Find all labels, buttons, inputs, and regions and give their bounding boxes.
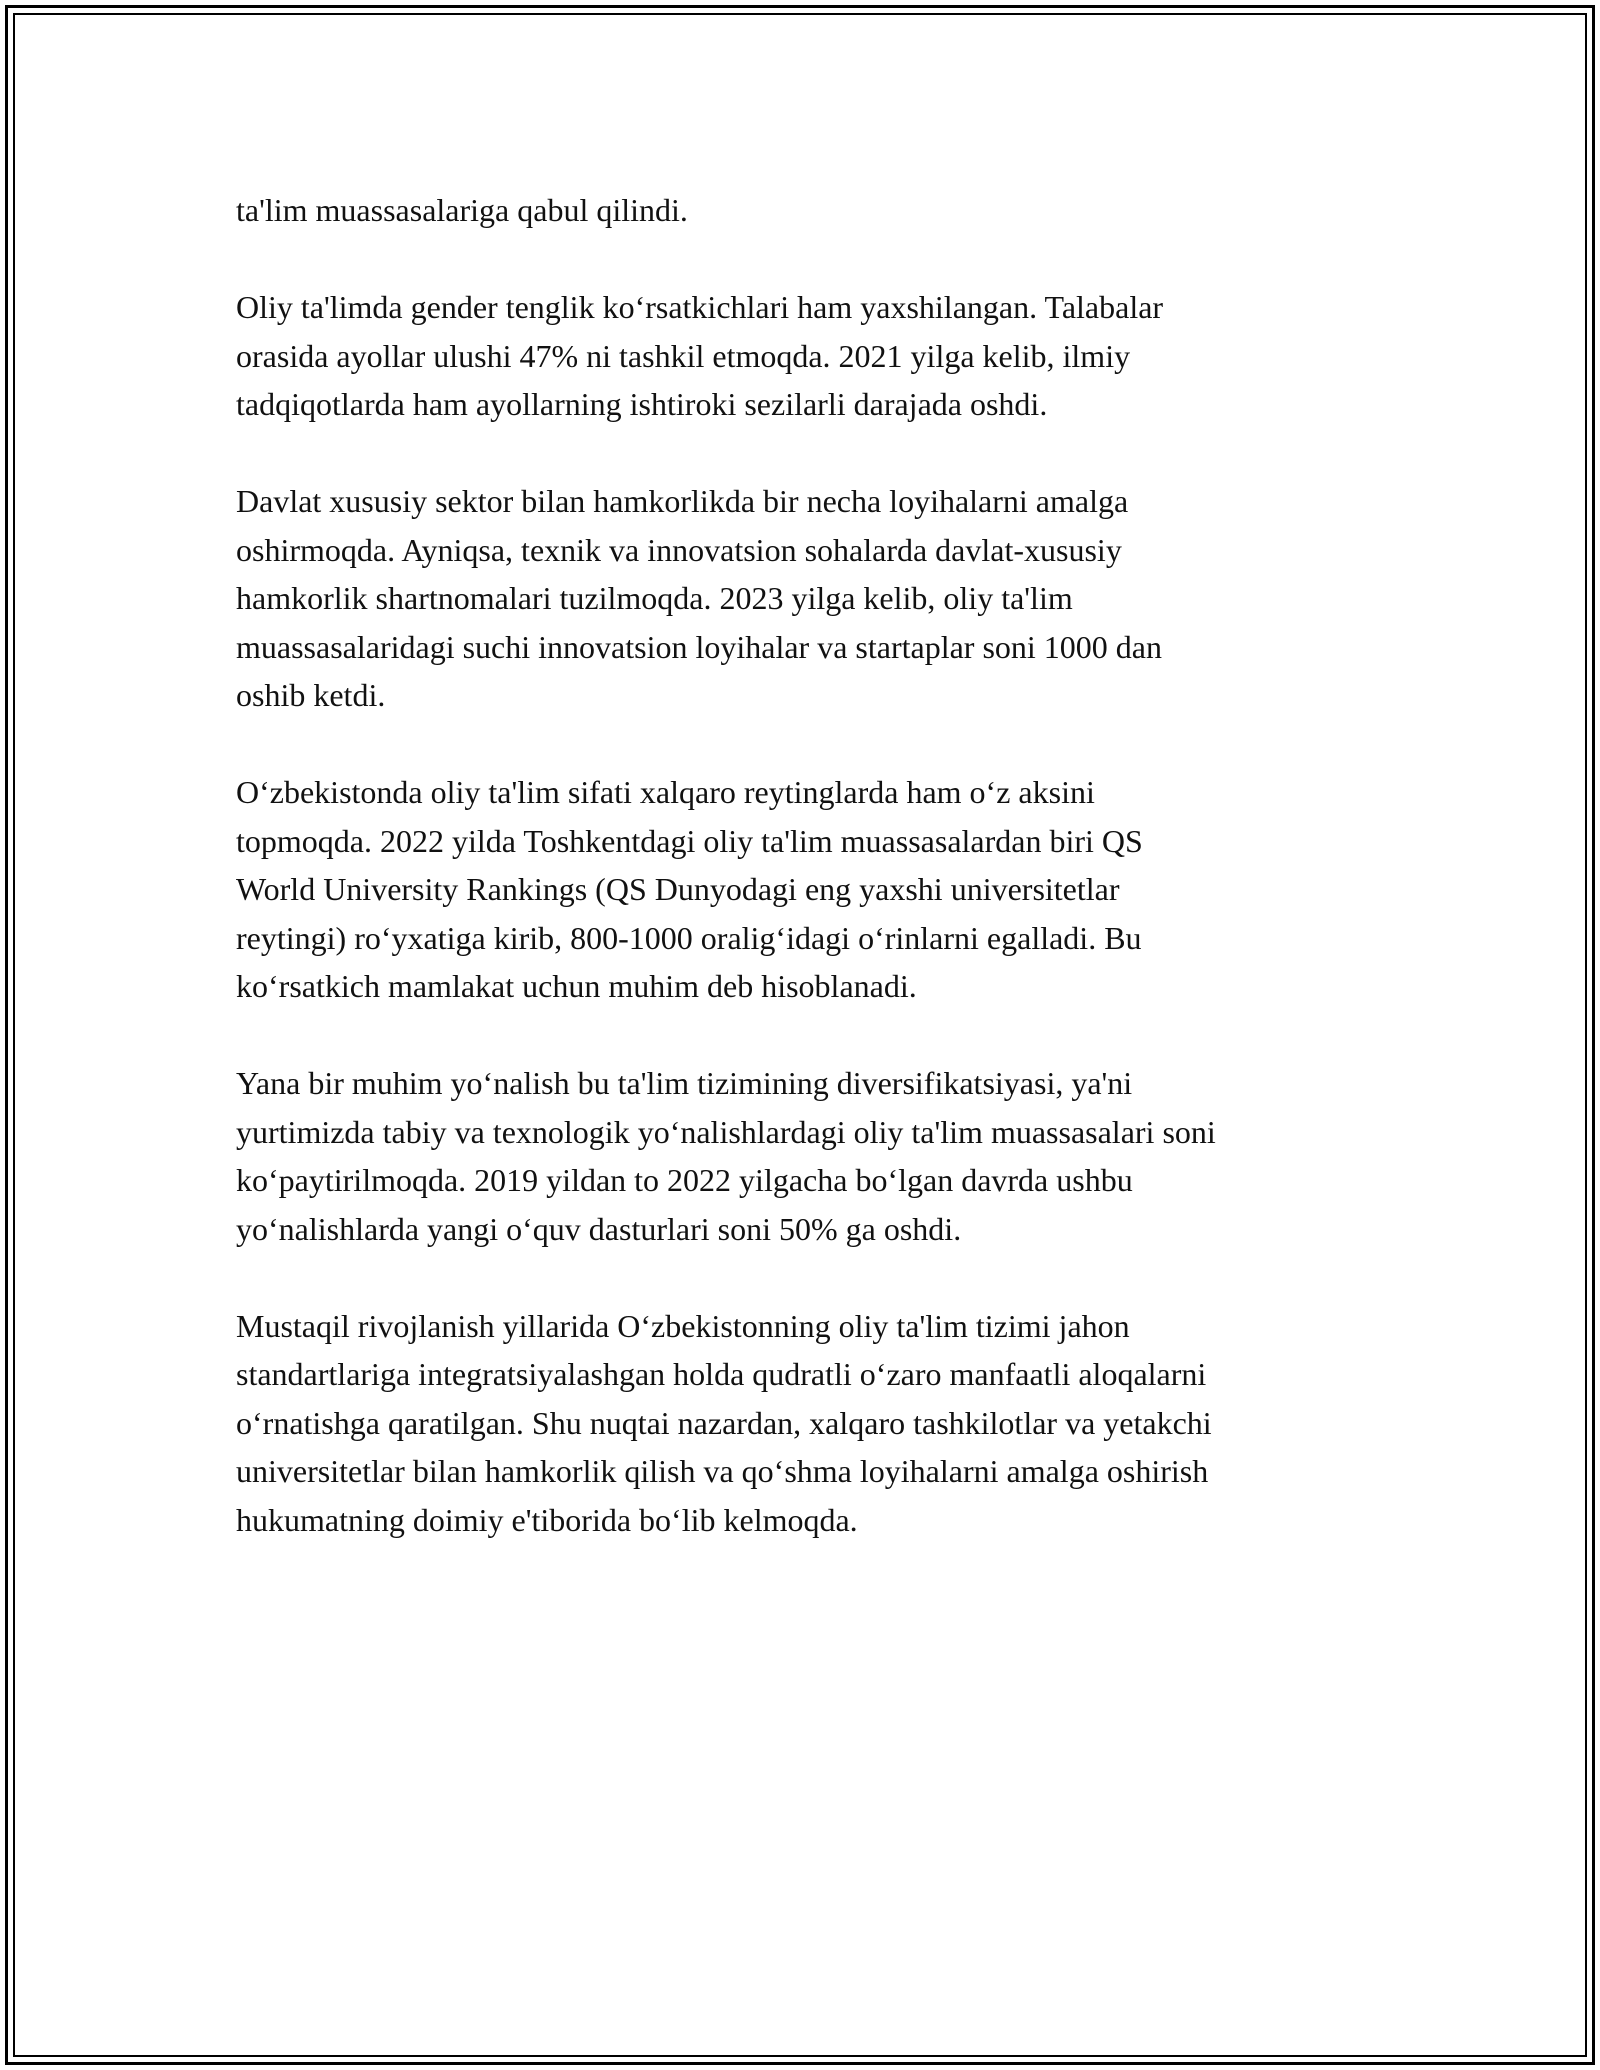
text-line: tadqiqotlarda ham ayollarning ishtiroki sezilarli darajada oshdi. <box>236 386 1048 422</box>
text-line: World University Rankings (QS Dunyodagi eng yaxshi universitetlar <box>236 871 1120 907</box>
text-line: yurtimizda tabiy va texnologik yoʻnalishlardagi oliy ta'lim muassasalari soni <box>236 1113 1216 1150</box>
text-line: reytingi) roʻyxatiga kirib, 800-1000 oraligʻidagi oʻrinlarni egalladi. Bu <box>236 919 1142 956</box>
text-line: Oliy ta'limda gender tenglik koʻrsatkichlari ham yaxshilangan. Talabalar <box>236 289 1164 325</box>
text-line: Yana bir muhim yoʻnalish bu ta'lim tizimining diversifikatsiyasi, ya'ni <box>236 1065 1133 1101</box>
text-line: Oʻzbekistonda oliy ta'lim sifati xalqaro reytinglarda ham oʻz aksini <box>236 774 1095 810</box>
text-line: standartlariga integratsiyalashgan holda qudratli oʻzaro manfaatli aloqalarni <box>236 1356 1207 1392</box>
paragraph <box>236 768 1376 1011</box>
paragraph <box>236 283 1376 429</box>
text-line: hamkorlik shartnomalari tuzilmoqda. 2023 yilga kelib, oliy ta'lim <box>236 580 1073 616</box>
text-line: ta'lim muassasalariga qabul qilindi. <box>236 192 688 228</box>
text-line: muassasalaridagi suchi innovatsion loyihalar va startaplar soni 1000 dan <box>236 628 1162 665</box>
text-line: oshirmoqda. Ayniqsa, texnik va innovatsion sohalarda davlat-xususiy <box>236 531 1122 568</box>
paragraph <box>236 1059 1376 1253</box>
text-line: koʻrsatkich mamlakat uchun muhim deb hisoblanadi. <box>236 968 917 1004</box>
text-line: oʻrnatishga qaratilgan. Shu nuqtai nazardan, xalqaro tashkilotlar va yetakchi <box>236 1404 1212 1441</box>
paragraph <box>236 477 1376 720</box>
text-line: Mustaqil rivojlanish yillarida Oʻzbekistonning oliy ta'lim tizimi jahon <box>236 1307 1130 1344</box>
text-line: universitetlar bilan hamkorlik qilish va qoʻshma loyihalarni amalga oshirish <box>236 1453 1209 1489</box>
paragraph <box>236 1302 1376 1545</box>
text-line: oshib ketdi. <box>236 677 386 713</box>
text-line: topmoqda. 2022 yilda Toshkentdagi oliy ta'lim muassasalardan biri QS <box>236 822 1143 859</box>
text-line: Davlat xususiy sektor bilan hamkorlikda bir necha loyihalarni amalga <box>236 483 1129 519</box>
document-body <box>236 186 1376 1593</box>
text-line: hukumatning doimiy e'tiborida boʻlib kelmoqda. <box>236 1501 858 1538</box>
text-line: yoʻnalishlarda yangi oʻquv dasturlari soni 50% ga oshdi. <box>236 1210 962 1247</box>
text-line: koʻpaytirilmoqda. 2019 yildan to 2022 yilgacha boʻlgan davrda ushbu <box>236 1162 1133 1198</box>
text-line: orasida ayollar ulushi 47% ni tashkil etmoqda. 2021 yilga kelib, ilmiy <box>236 337 1131 374</box>
paragraph <box>236 186 1376 235</box>
